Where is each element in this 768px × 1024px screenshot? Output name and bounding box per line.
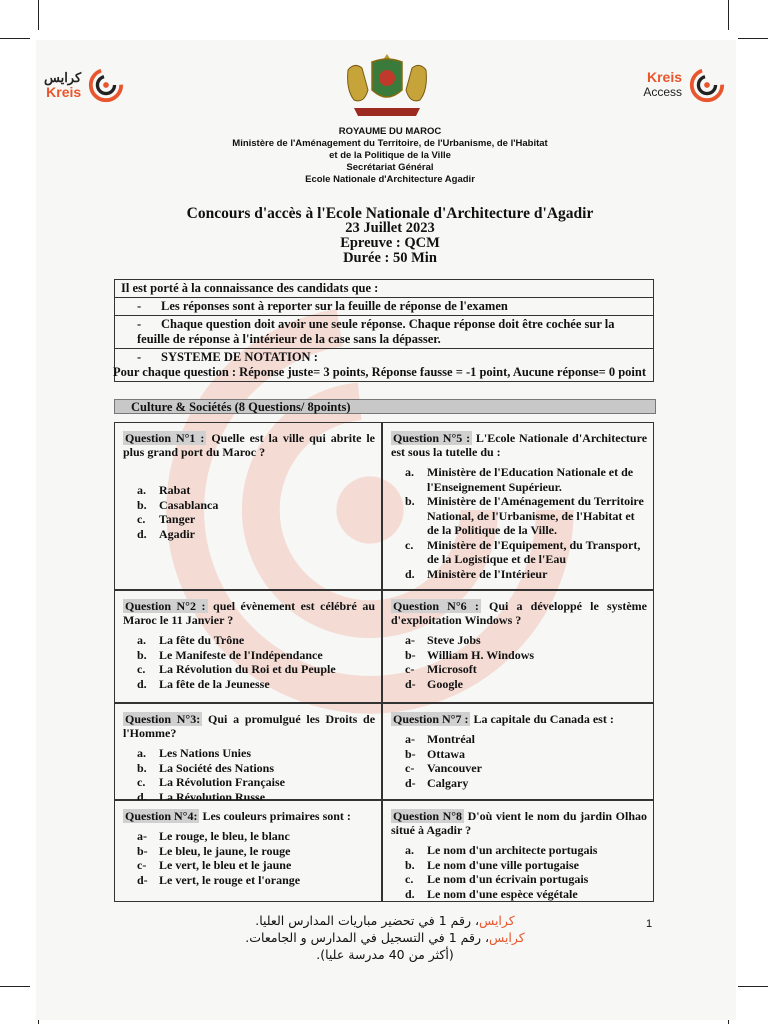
option-text: La fête du Trône [159,633,245,647]
question-text [391,431,647,459]
answer-option [137,858,375,873]
question-cell [382,800,654,902]
option-text: Le nom d'une ville portugaise [427,857,580,872]
option-key: d. [405,566,415,581]
logo-name: Kreis [646,69,682,85]
question-text [123,599,375,627]
answer-option [405,747,647,762]
footer-ad [150,912,620,963]
kreis-logo-icon [87,66,125,104]
option-key: a. [405,465,414,479]
option-text: Montréal [427,732,475,746]
footer-line1: ، رقم 1 في تحضير مباريات المدارس العليا. [255,913,480,928]
question-cell [114,590,382,703]
answer-option [405,858,647,873]
question-text [123,712,375,740]
answer-options [123,746,375,804]
option-text: Calgary [427,775,469,790]
notice-scoring: Pour chaque question : Réponse juste= 3 points, Réponse fausse = -1 point, Aucune réponse= 0 point [113,365,647,379]
option-text: La fête de la Jeunesse [159,676,270,691]
footer-brand: كرايس [488,930,525,945]
question-body: Les couleurs primaires sont : [202,809,351,823]
option-key: c- [137,858,147,872]
option-text: Tanger [159,512,196,526]
footer-line2: ، رقم 1 في التسجيل في المدارس و الجامعات. [245,930,489,945]
option-text: Ministère de l'Intérieur [427,566,548,581]
question-text [123,431,375,459]
question-label: Question N°8 [393,809,463,823]
option-text: Casablanca [159,497,219,512]
option-key: a. [137,633,146,647]
answer-option [137,527,375,542]
option-text: Le Manifeste de l'Indépendance [159,647,323,662]
notice-heading: Il est porté à la connaissance des candidats que : [121,281,379,295]
option-text: Google [427,676,463,691]
footer-brand: كرايس [479,913,515,928]
kreis-logo-icon [688,66,726,104]
logo-arabic: كرايس [44,70,82,85]
question-body: Qui a développé le système d'exploitation Windows ? [391,599,647,627]
answer-option [137,844,375,859]
question-label: Question N°1 : [125,431,205,445]
exam-date: 23 Juillet 2023 [345,220,435,236]
option-text: Rabat [159,483,191,497]
answer-option [405,633,647,648]
option-key: b- [405,647,416,662]
question-cell [114,422,382,590]
answer-options [123,829,375,887]
answer-option [137,746,375,761]
option-key: b. [405,494,415,508]
option-text: La Révolution Française [159,775,285,789]
question-text [391,712,647,726]
answer-option [405,887,647,902]
answer-option [405,843,647,858]
logo-sub: Access [643,85,682,99]
answer-options [123,483,375,541]
question-cell [114,800,382,902]
option-text: La Société des Nations [159,760,274,775]
question-body: Quelle est la ville qui abrite le plus grand port du Maroc ? [123,431,376,459]
answer-option [405,538,647,567]
question-label: Question N°6 : [393,599,479,613]
answer-option [137,677,375,692]
option-key: c. [405,872,414,886]
option-key: d. [405,886,415,901]
ministry-header [150,126,630,186]
question-label: Question N°7 : [393,712,469,726]
crop-mark [728,0,729,30]
crop-mark [738,986,768,987]
option-key: c. [137,775,146,789]
header-ministry: Ministère de l'Aménagement du Territoire, de l'Urbanisme, de l'Habitat [232,138,548,149]
answer-options [391,843,647,901]
answer-options [391,465,647,581]
answer-option [137,775,375,790]
answer-option [405,776,647,791]
header-school: Ecole Nationale d'Architecture Agadir [305,174,475,185]
answer-option [137,761,375,776]
section-title: Culture & Sociétés (8 Questions/ 8points) [114,399,656,414]
question-label: Question N°5 : [393,431,471,445]
option-key: d. [137,526,147,541]
notice-item: - SYSTEME DE NOTATION : Pour chaque question : Réponse juste= 3 points, Réponse fausse = -1 point, Aucune réponse= 0 point [115,348,653,381]
crop-mark [0,38,30,39]
option-key: b. [137,647,147,662]
option-key: c. [137,662,146,676]
header-secretariat: Secrétariat Général [346,162,434,173]
exam-title-block [120,206,660,266]
question-cell [382,422,654,590]
crop-mark [738,38,768,39]
crop-mark [38,0,39,30]
answer-option [405,872,647,887]
question-label: Question N°4: [125,809,198,823]
option-text: Vancouver [427,761,482,775]
question-cell [382,590,654,703]
candidate-notice [114,279,654,382]
exam-title: Concours d'accès à l'Ecole Nationale d'Architecture d'Agadir [186,205,594,222]
answer-option [405,648,647,663]
option-text: Microsoft [427,662,477,676]
answer-options [123,633,375,691]
option-text: Ministère de l'Equipement, du Transport, de la Logistique et de l'Eau [427,537,641,566]
answer-option [405,677,647,692]
option-text: Le nom d'un écrivain portugais [427,872,589,886]
answer-option [137,498,375,513]
option-key: d- [137,872,148,887]
question-cell [382,703,654,800]
footer-line3: (أكثر من 40 مدرسة عليا). [316,947,454,962]
option-key: a. [137,483,146,497]
crop-mark [0,986,30,987]
exam-type: Epreuve : QCM [340,235,440,251]
option-text: Ottawa [427,746,465,761]
option-key: b- [137,843,148,858]
option-text: Ministère de l'Aménagement du Territoire National, de l'Urbanisme, de l'Habitat et de la Politique de la Ville. [427,494,644,537]
answer-option [137,873,375,888]
option-key: a- [137,829,147,843]
option-key: d. [137,676,147,691]
answer-option [137,662,375,677]
question-body: L'Ecole Nationale d'Architecture est sous la tutelle du : [391,431,648,459]
option-key: c. [405,537,414,552]
answer-option [405,761,647,776]
option-key: b. [137,760,147,775]
header-ministry-cont: et de la Politique de la Ville [329,150,451,161]
moroccan-coat-of-arms-icon [334,50,440,122]
option-key: a- [405,732,415,746]
option-text: Agadir [159,526,195,541]
option-key: a- [405,633,415,647]
option-text: Le nom d'une espèce végétale [427,886,578,901]
answer-option [137,633,375,648]
answer-option [137,512,375,527]
answer-options [391,732,647,790]
answer-option [405,732,647,747]
option-text: Le bleu, le jaune, le rouge [159,843,291,858]
answer-option [137,648,375,663]
option-key: d. [137,789,147,804]
option-key: c- [405,662,415,676]
question-text [123,809,375,823]
notice-item: - Chaque question doit avoir une seule réponse. Chaque réponse doit être cochée sur la feuille de réponse à l'intérieur de la case sans la dépasser. [115,315,653,348]
option-text: Ministère de l'Education Nationale et de l'Enseignement Supérieur. [427,465,634,494]
option-text: La Révolution Russe [159,789,266,804]
header-kingdom: ROYAUME DU MAROC [338,126,442,137]
option-text: William H. Windows [427,647,535,662]
exam-duration: Durée : 50 Min [343,250,437,266]
question-label: Question N°3: [125,712,201,726]
question-body: D'où vient le nom du jardin Olhao situé à Agadir ? [391,809,647,837]
logo-latin: Kreis [46,84,82,100]
question-label: Question N°2 : [125,599,206,613]
option-text: Le nom d'un architecte portugais [427,843,598,857]
option-key: b. [405,857,415,872]
question-text [391,599,647,627]
option-key: b- [405,746,416,761]
question-body: quel évènement est célébré au Maroc le 11 Janvier ? [123,599,376,627]
question-body: La capitale du Canada est : [473,712,614,726]
question-cell [114,703,382,804]
question-text [391,809,647,837]
option-text: La Révolution du Roi et du Peuple [159,662,336,676]
option-text: Le rouge, le bleu, le blanc [159,829,290,843]
option-key: c- [405,761,415,775]
page-number: 1 [646,918,653,930]
option-text: Steve Jobs [427,633,481,647]
answer-option [405,567,647,582]
option-key: d- [405,775,416,790]
kreis-access-logo [643,66,726,104]
answer-option [405,465,647,494]
option-text: Les Nations Unies [159,746,252,760]
answer-option [137,829,375,844]
option-text: Le vert, le rouge et l'orange [159,872,301,887]
option-key: c. [137,512,146,526]
notice-item: - Les réponses sont à reporter sur la feuille de réponse de l'examen [115,297,653,315]
option-key: b. [137,497,147,512]
option-key: d- [405,676,416,691]
answer-option [405,662,647,677]
option-key: a. [405,843,414,857]
kreis-logo-left [44,66,125,104]
option-key: a. [137,746,146,760]
answer-option [137,483,375,498]
answer-options [391,633,647,691]
option-text: Le vert, le bleu et le jaune [159,858,292,872]
question-body: Qui a promulgué les Droits de l'Homme? [123,712,376,740]
answer-option [405,494,647,538]
